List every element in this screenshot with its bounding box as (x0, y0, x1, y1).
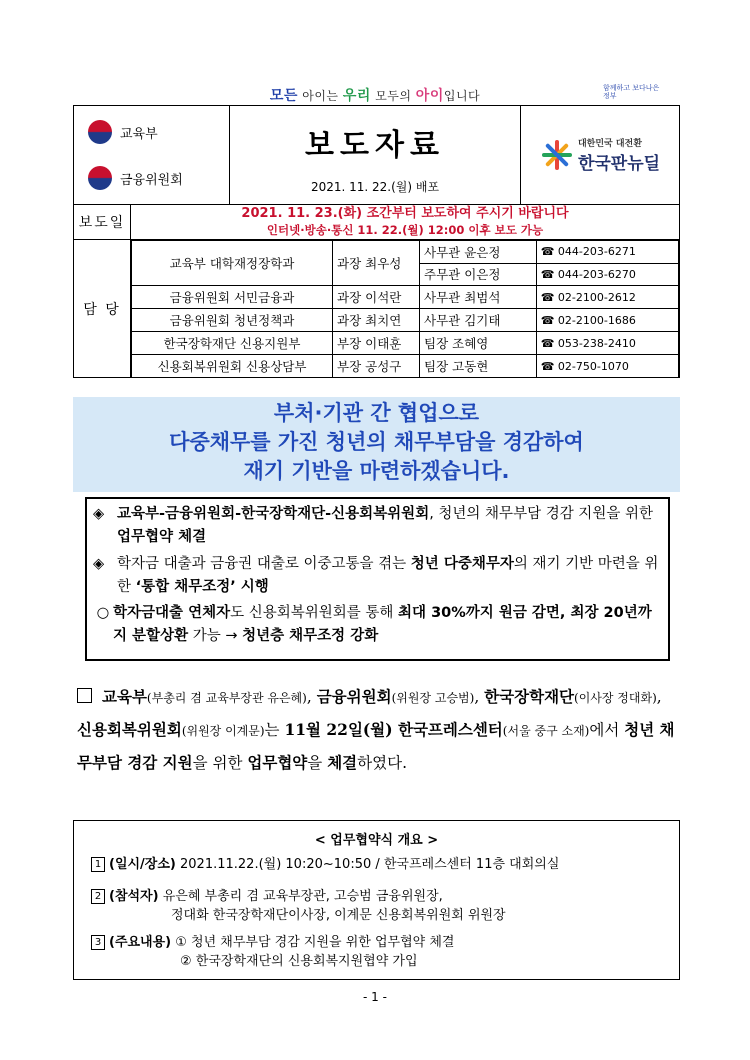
slogan-text: 아이는 (297, 89, 343, 103)
contacts-table (131, 240, 679, 377)
newdeal-star-icon (540, 138, 574, 172)
contact-row (132, 355, 679, 378)
event-text: 정대화 한국장학재단이사장, 이계문 신용회복위원회 위원장 (171, 908, 506, 923)
diamond-bullet-icon: ◈ (93, 506, 105, 522)
number-box-icon: 1 (91, 857, 105, 872)
body-emphasis: 한국장학재단 (484, 687, 575, 706)
slogan-text: 입니다 (443, 89, 481, 103)
contact-staff: 팀장 고동현 (420, 355, 537, 378)
summary-text: 학자금 대출과 금융권 대출로 이중고통을 겪는 (117, 556, 411, 572)
summary-emphasis: 교육부-금융위원회-한국장학재단-신용회복위원회 (117, 506, 430, 522)
event-title: < 업무협약식 개요 > (314, 833, 439, 848)
summary-item (93, 503, 660, 549)
body-text: 을 (307, 754, 328, 772)
taegeuk-emblem-icon (88, 166, 112, 190)
summary-text: 의 재기 기반 마련을 위한 (117, 556, 659, 595)
number-box-icon: 2 (91, 889, 105, 904)
body-paragraph (77, 681, 677, 779)
body-note: (부총리 겸 교육부장관 유은혜) (146, 691, 307, 705)
contact-dept: 교육부 대학재정장학과 (132, 241, 333, 286)
title-cell (230, 106, 521, 205)
org-name: 교육부 (120, 126, 158, 142)
contact-phone: ☎ 044-203-6270 (536, 263, 678, 286)
slogan-text: 모두의 (370, 89, 416, 103)
number-box-icon: 3 (91, 935, 105, 950)
diamond-bullet-icon: ◈ (93, 556, 105, 572)
org-moe (74, 109, 229, 155)
summary-emphasis: 최대 30%까지 원금 감면, 최장 20년까지 분할상환 (113, 605, 652, 644)
contact-head: 과장 이석란 (333, 286, 420, 309)
headline-line: 재기 기반을 마련하겠습니다. (243, 459, 510, 483)
event-row-agenda (91, 933, 454, 971)
ministry-cell (74, 106, 230, 205)
slogan-word: 우리 (342, 88, 371, 104)
contact-head: 부장 이태훈 (333, 332, 420, 355)
contact-phone: ☎ 044-203-6271 (536, 241, 678, 264)
body-emphasis: 금융위원회 (316, 687, 392, 706)
body-text: 하였다. (357, 754, 408, 772)
contact-staff: 팀장 조혜영 (420, 332, 537, 355)
contact-phone: ☎ 02-2100-2612 (536, 286, 678, 309)
body-text: 는 (264, 721, 285, 739)
contact-row (132, 286, 679, 309)
document-title: 보도자료 (305, 127, 445, 163)
release-line: 인터넷·방송·통신 11. 22.(월) 12:00 이후 보도 가능 (266, 223, 544, 237)
contact-head: 과장 최치연 (333, 309, 420, 332)
body-text: 에서 (589, 721, 625, 739)
event-label: (주요내용) (109, 935, 172, 950)
body-note: (위원장 고승범) (391, 691, 475, 705)
square-bullet-icon (77, 688, 92, 703)
body-emphasis: 업무협약 (247, 753, 308, 772)
event-text: ② 한국장학재단의 신용회복지원협약 가입 (180, 954, 418, 969)
event-row-datetime (91, 855, 559, 874)
event-label: (일시/장소) (109, 857, 176, 872)
contact-staff: 사무관 김기태 (420, 309, 537, 332)
body-note: (서울 중구 소재) (502, 724, 590, 738)
release-label: 보도일 (74, 205, 131, 240)
contact-head: 과장 최우성 (333, 241, 420, 286)
body-text: 을 위한 (192, 754, 248, 772)
summary-item (93, 553, 660, 599)
contact-phone: ☎ 02-2100-1686 (536, 309, 678, 332)
event-row-attendees (91, 887, 506, 925)
contact-head: 부장 공성구 (333, 355, 420, 378)
summary-emphasis: 학자금대출 연체자 (113, 605, 231, 621)
body-emphasis: 신용회복위원회 (77, 720, 182, 739)
event-label: (참석자) (109, 889, 159, 904)
org-name: 금융위원회 (120, 172, 183, 188)
body-emphasis: 체결 (327, 753, 358, 772)
body-text: , (474, 688, 485, 706)
contact-row (132, 241, 679, 264)
event-overview-box (73, 820, 680, 980)
body-emphasis: 교육부 (102, 687, 147, 706)
slogan-word: 모든 (269, 88, 298, 104)
contact-dept: 신용회복위원회 신용상담부 (132, 355, 333, 378)
summary-box (85, 497, 670, 661)
body-text: , (306, 688, 317, 706)
government-logo-text: 함께하고 보다나은 정부 (603, 84, 660, 100)
release-embargo (131, 205, 680, 240)
distribution-date: 2021. 11. 22.(월) 배포 (310, 179, 440, 194)
newdeal-title: 한국판뉴딜 (577, 154, 661, 174)
contacts-label: 담 당 (74, 240, 131, 378)
taegeuk-emblem-icon (88, 120, 112, 144)
summary-emphasis: 청년층 채무조정 강화 (242, 628, 379, 644)
circle-bullet-icon: ○ (96, 605, 110, 621)
release-info-table (73, 204, 680, 378)
contact-dept: 한국장학재단 신용지원부 (132, 332, 333, 355)
contact-dept: 금융위원회 청년정책과 (132, 309, 333, 332)
body-emphasis: 11월 22일(월) 한국프레스센터 (284, 720, 503, 739)
summary-text: 도 신용회복위원회를 통해 (230, 605, 399, 621)
body-text: , (656, 688, 662, 706)
summary-subitem (93, 602, 660, 648)
summary-emphasis: 업무협약 체결 (117, 529, 207, 545)
newdeal-logo (521, 106, 680, 205)
org-fsc (74, 155, 229, 201)
contact-phone: ☎ 053-238-2410 (536, 332, 678, 355)
header-table (73, 105, 680, 205)
slogan-word: 아이 (415, 88, 444, 104)
event-text: 2021.11.22.(월) 10:20~10:50 / 한국프레스센터 11층 대회의실 (180, 857, 560, 872)
release-line: 2021. 11. 23.(화) 조간부터 보도하여 주시기 바랍니다 (241, 206, 569, 221)
headline-line: 다중채무를 가진 청년의 채무부담을 경감하여 (169, 430, 584, 454)
summary-text: , 청년의 채무부담 경감 지원을 위한 (429, 506, 653, 522)
summary-text: 가능 → (188, 628, 243, 644)
contact-staff: 주무관 이은정 (420, 263, 537, 286)
headline-line: 부처·기관 간 협업으로 (273, 401, 480, 425)
contact-staff: 사무관 윤은정 (420, 241, 537, 264)
headline-box (73, 397, 680, 492)
summary-emphasis: ‘통합 채무조정’ 시행 (135, 579, 269, 595)
contact-phone: ☎ 02-750-1070 (536, 355, 678, 378)
contact-row (132, 309, 679, 332)
contact-row (132, 332, 679, 355)
body-note: (위원장 이계문) (181, 724, 265, 738)
page-number: - 1 - (363, 990, 387, 1004)
summary-emphasis: 청년 다중채무자 (410, 556, 514, 572)
body-emphasis: 청년 채무부담 경감 지원 (77, 720, 675, 772)
event-text: 유은혜 부총리 겸 교육부장관, 고승범 금융위원장, (162, 889, 443, 904)
newdeal-subtitle: 대한민국 대전환 (577, 139, 642, 149)
body-note: (이사장 정대화) (574, 691, 657, 705)
event-text: ① 청년 채무부담 경감 지원을 위한 업무협약 체결 (175, 935, 455, 950)
contact-dept: 금융위원회 서민금융과 (132, 286, 333, 309)
contacts-cell (131, 240, 680, 378)
contact-staff: 사무관 최범석 (420, 286, 537, 309)
